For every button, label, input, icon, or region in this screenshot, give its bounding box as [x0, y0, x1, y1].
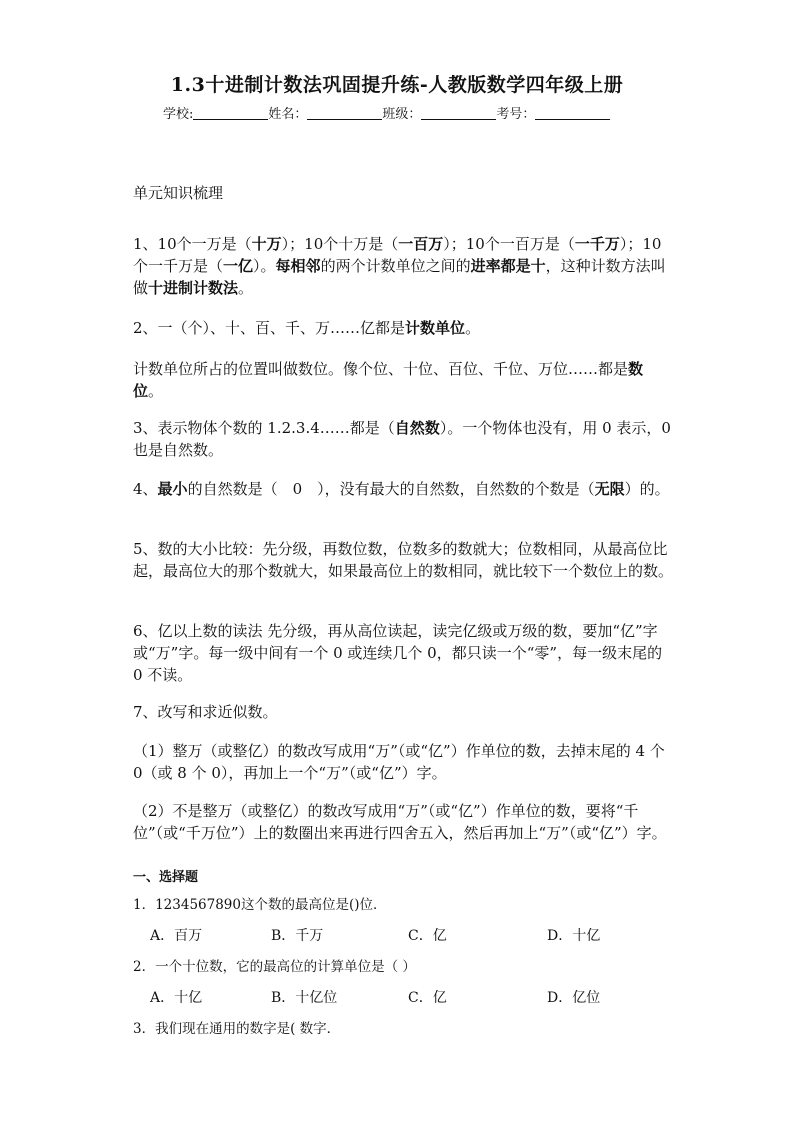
option-a[interactable]: A．十亿	[150, 990, 203, 1006]
section-heading: 一、选择题	[133, 870, 199, 885]
knowledge-item-4: 4、最小的自然数是（ 0 ），没有最大的自然数，自然数的个数是（无限）的。	[133, 480, 670, 498]
student-info-line	[163, 103, 610, 122]
question-2: 2．一个十位数，它的最高位的计算单位是（ ）	[133, 959, 416, 975]
class-blank[interactable]	[421, 106, 496, 120]
name-label: 姓名：	[268, 107, 308, 122]
exam-no-label: 考号：	[496, 107, 536, 122]
school-label: 学校:	[163, 107, 194, 122]
option-d[interactable]: D．亿位	[547, 990, 601, 1006]
knowledge-item-5: 5、数的大小比较：先分级，再数位数，位数多的数就大；位数相同，从最高位比起，最高位大的那个数就大，如果最高位上的数相同，就比较下一个数位上的数。	[133, 540, 674, 580]
question-1: 1．1234567890这个数的最高位是()位．	[133, 897, 387, 913]
page-title: 1.3十进制计数法巩固提升练-人教版数学四年级上册	[170, 74, 624, 96]
knowledge-item-2b: 计数单位所占的位置叫做数位。像个位、十位、百位、千位、万位……都是数位。	[133, 360, 644, 400]
knowledge-item-6: 6、亿以上数的读法 先分级，再从高位读起，读完亿级或万级的数，要加“亿”字或“万”字。每一级中间有一个 0 或连续几个 0，都只读一个“零”，每一级末尾的 0 不读。	[133, 622, 663, 684]
option-c[interactable]: C．亿	[408, 928, 447, 944]
class-label: 班级：	[382, 107, 422, 122]
exam-no-blank[interactable]	[535, 106, 610, 120]
knowledge-item-7: 7、改写和求近似数。	[133, 703, 278, 721]
option-a[interactable]: A．百万	[150, 928, 203, 944]
knowledge-item-2: 2、一（个）、十、百、千、万……亿都是计数单位。	[133, 319, 481, 337]
name-blank[interactable]	[307, 106, 382, 120]
knowledge-item-1: 1、10个一万是（十万）；10个十万是（一百万）；10个一百万是（一千万）；10个一千万是（一亿）。每相邻的两个计数单位之间的进率都是十，这种计数方法叫做十进制计数法。	[133, 235, 666, 297]
option-b[interactable]: B．十亿位	[271, 990, 338, 1006]
knowledge-item-7-2: （2）不是整万（或整亿）的数改写成用“万”（或“亿”）作单位的数，要将“千位”（或“千万位”）上的数圈出来再进行四舍五入，然后再加上“万”（或“亿”）字。	[133, 802, 667, 842]
question-3: 3．我们现在通用的数字是( 数字．	[133, 1021, 341, 1037]
option-d[interactable]: D．十亿	[547, 928, 601, 944]
knowledge-item-3: 3、表示物体个数的 1.2.3.4……都是（自然数）。一个物体也没有，用 0 表示，0 也是自然数。	[133, 419, 671, 459]
option-b[interactable]: B．千万	[271, 928, 324, 944]
knowledge-heading: 单元知识梳理	[133, 184, 224, 202]
knowledge-item-7-1: （1）整万（或整亿）的数改写成用“万”（或“亿”）作单位的数，去掉末尾的 4 个 0（或 8 个 0），再加上一个“万”（或“亿”）字。	[133, 742, 665, 782]
option-c[interactable]: C．亿	[408, 990, 447, 1006]
school-blank[interactable]	[193, 106, 268, 120]
